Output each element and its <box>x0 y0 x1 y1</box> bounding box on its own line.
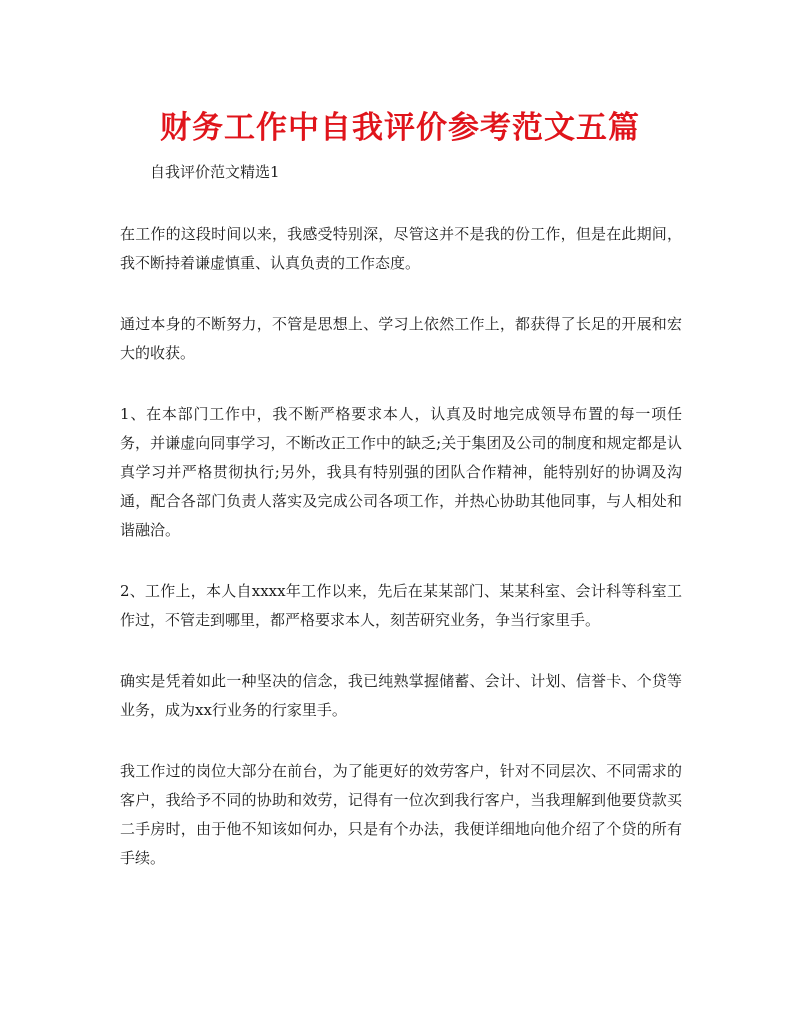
paragraph-4: 2、工作上，本人自xxxx年工作以来，先后在某某部门、某某科室、会计科等科室工作过，不管走到哪里，都严格要求本人，刻苦研究业务，争当行家里手。 <box>120 582 682 629</box>
document-subtitle: 自我评价范文精选1 <box>150 163 280 181</box>
paragraph-1: 在工作的这段时间以来，我感受特别深，尽管这并不是我的份工作，但是在此期间，我不断持着谦虚慎重、认真负责的工作态度。 <box>120 225 682 272</box>
document-title: 财务工作中自我评价参考范文五篇 <box>160 110 640 146</box>
paragraph-5: 确实是凭着如此一种坚决的信念，我已纯熟掌握储蓄、会计、计划、信誉卡、个贷等业务，成为xx行业务的行家里手。 <box>120 672 682 719</box>
paragraph-6: 我工作过的岗位大部分在前台，为了能更好的效劳客户，针对不同层次、不同需求的客户，我给予不同的协助和效劳，记得有一位次到我行客户，当我理解到他要贷款买二手房时，由于他不知该如何办，只是有个办法，我便详细地向他介绍了个贷的所有手续。 <box>120 762 682 867</box>
paragraph-2: 通过本身的不断努力，不管是思想上、学习上依然工作上，都获得了长足的开展和宏大的收获。 <box>120 315 682 362</box>
document-body <box>120 220 682 905</box>
paragraph-3: 1、在本部门工作中，我不断严格要求本人，认真及时地完成领导布置的每一项任务，并谦虚向同事学习，不断改正工作中的缺乏;关于集团及公司的制度和规定都是认真学习并严格贯彻执行;另外，我具有特别强的团队合作精神，能特别好的协调及沟通，配合各部门负责人落实及完成公司各项工作，并热心协助其他同事，与人相处和谐融洽。 <box>120 405 682 539</box>
